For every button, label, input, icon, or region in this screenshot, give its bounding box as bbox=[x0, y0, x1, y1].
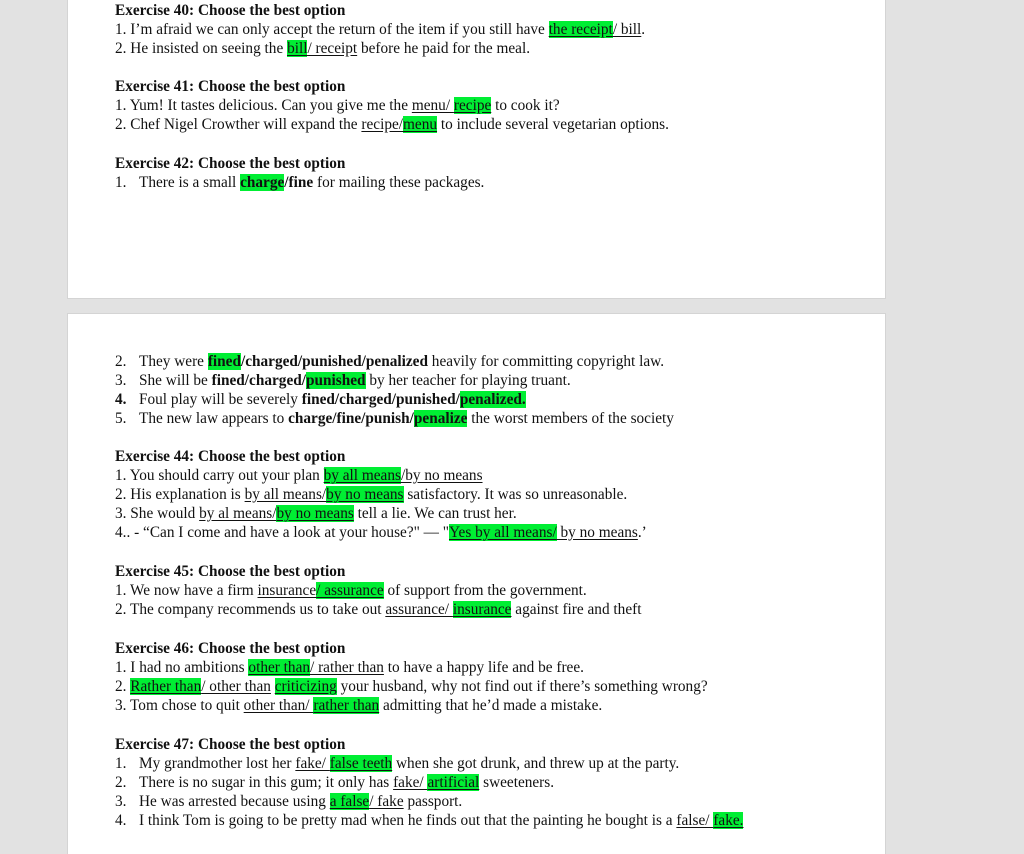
option-text: by no means bbox=[556, 524, 638, 541]
option-text: / fake bbox=[369, 793, 404, 810]
option-text: / other than bbox=[201, 678, 271, 695]
answer-highlight: by no means bbox=[276, 505, 354, 522]
exercise-46-heading: Exercise 46: Choose the best option bbox=[115, 640, 346, 657]
option-text: fined/charged/punished/ bbox=[301, 391, 460, 408]
answer-highlight: recipe bbox=[453, 97, 492, 114]
answer-highlight: the receipt bbox=[548, 21, 613, 38]
exercise-47-item-1: 1. My grandmother lost her fake/ false teeth when she got drunk, and threw up at the party. bbox=[115, 755, 680, 772]
answer-highlight: punished bbox=[306, 372, 366, 389]
exercise-47-heading: Exercise 47: Choose the best option bbox=[115, 736, 346, 753]
answer-highlight: by no means bbox=[326, 486, 404, 503]
answer-highlight: penalized. bbox=[459, 391, 526, 408]
exercise-41-item-2: 2. Chef Nigel Crowther will expand the recipe/menu to include several vegetarian options. bbox=[115, 116, 669, 133]
option-text: charge/fine/punish/ bbox=[288, 410, 414, 427]
answer-highlight: bill bbox=[287, 40, 308, 57]
option-text: /fine bbox=[284, 174, 314, 191]
exercise-41-item-1: 1. Yum! It tastes delicious. Can you give me the menu/ recipe to cook it? bbox=[115, 97, 560, 114]
option-text: / bill bbox=[612, 21, 642, 38]
answer-highlight: Yes by all means/ bbox=[449, 524, 557, 541]
exercise-42-item-1: 1. There is a small charge/fine for mailing these packages. bbox=[115, 174, 485, 191]
option-text: other than/ bbox=[243, 697, 314, 714]
answer-highlight: charge bbox=[240, 174, 285, 191]
answer-highlight: rather than bbox=[313, 697, 380, 714]
exercise-42-heading: Exercise 42: Choose the best option bbox=[115, 155, 346, 172]
answer-highlight: / assurance bbox=[316, 582, 384, 599]
answer-highlight: false teeth bbox=[329, 755, 393, 772]
exercise-43-item-2: 2. They were fined/charged/punished/penalized heavily for committing copyright law. bbox=[115, 353, 665, 370]
answer-highlight: fake. bbox=[713, 812, 744, 829]
answer-highlight: other than bbox=[248, 659, 311, 676]
exercise-40-item-2: 2. He insisted on seeing the bill/ receipt before he paid for the meal. bbox=[115, 40, 531, 57]
exercise-46-item-2: 2. Rather than/ other than criticizing your husband, why not find out if there’s something wrong? bbox=[115, 678, 708, 695]
exercise-47-item-4: 4. I think Tom is going to be pretty mad when he finds out that the painting he bought is a false/ fake. bbox=[115, 812, 744, 829]
exercise-40-heading: Exercise 40: Choose the best option bbox=[115, 2, 346, 19]
option-text: fake/ bbox=[295, 755, 330, 772]
option-text: /charged/punished/penalized bbox=[240, 353, 428, 370]
answer-highlight: by all means bbox=[323, 467, 401, 484]
exercise-46-item-1: 1. I had no ambitions other than/ rather than to have a happy life and be free. bbox=[115, 659, 584, 676]
option-text: assurance/ bbox=[385, 601, 453, 618]
option-text: insurance bbox=[257, 582, 317, 599]
exercise-43-item-5: 5. The new law appears to charge/fine/punish/penalize the worst members of the society bbox=[115, 410, 674, 427]
option-text: false/ bbox=[676, 812, 714, 829]
exercise-47-item-2: 2. There is no sugar in this gum; it only has fake/ artificial sweeteners. bbox=[115, 774, 555, 791]
exercise-44-item-2: 2. His explanation is by all means/by no means satisfactory. It was so unreasonable. bbox=[115, 486, 628, 503]
exercise-40-item-1: 1. I’m afraid we can only accept the return of the item if you still have the receipt/ bill. bbox=[115, 21, 646, 38]
option-text: fined/charged/ bbox=[211, 372, 306, 389]
document-page-2 bbox=[68, 314, 885, 854]
answer-highlight: Rather than bbox=[130, 678, 202, 695]
option-text: by all means/ bbox=[244, 486, 327, 503]
answer-highlight: a false bbox=[329, 793, 370, 810]
exercise-43-item-3: 3. She will be fined/charged/punished by her teacher for playing truant. bbox=[115, 372, 571, 389]
option-text: by al means/ bbox=[199, 505, 277, 522]
exercise-45-item-1: 1. We now have a firm insurance/ assurance of support from the government. bbox=[115, 582, 587, 599]
exercise-47-item-3: 3. He was arrested because using a false/ fake passport. bbox=[115, 793, 463, 810]
document-page-1 bbox=[68, 0, 885, 298]
answer-highlight: insurance bbox=[452, 601, 512, 618]
option-text: / receipt bbox=[307, 40, 358, 57]
exercise-44-item-3: 3. She would by al means/by no means tell a lie. We can trust her. bbox=[115, 505, 517, 522]
option-text: /by no means bbox=[400, 467, 483, 484]
answer-highlight: penalize bbox=[413, 410, 468, 427]
exercise-44-heading: Exercise 44: Choose the best option bbox=[115, 448, 346, 465]
exercise-44-item-1: 1. You should carry out your plan by all means/by no means bbox=[115, 467, 483, 484]
exercise-44-item-4: 4.. - “Can I come and have a look at your house?" — "Yes by all means/ by no means.’ bbox=[115, 524, 647, 541]
answer-highlight: artificial bbox=[427, 774, 480, 791]
option-text: / rather than bbox=[310, 659, 384, 676]
exercise-45-item-2: 2. The company recommends us to take out assurance/ insurance against fire and theft bbox=[115, 601, 642, 618]
exercise-41-heading: Exercise 41: Choose the best option bbox=[115, 78, 346, 95]
answer-highlight: criticizing bbox=[274, 678, 337, 695]
option-text: fake/ bbox=[393, 774, 428, 791]
exercise-46-item-3: 3. Tom chose to quit other than/ rather than admitting that he’d made a mistake. bbox=[115, 697, 603, 714]
exercise-43-item-4: 4. Foul play will be severely fined/charged/punished/penalized. bbox=[115, 391, 526, 408]
exercise-45-heading: Exercise 45: Choose the best option bbox=[115, 563, 346, 580]
option-text: recipe/ bbox=[361, 116, 404, 133]
answer-highlight: menu bbox=[403, 116, 438, 133]
answer-highlight: fined bbox=[207, 353, 241, 370]
option-text: menu/ bbox=[411, 97, 454, 114]
